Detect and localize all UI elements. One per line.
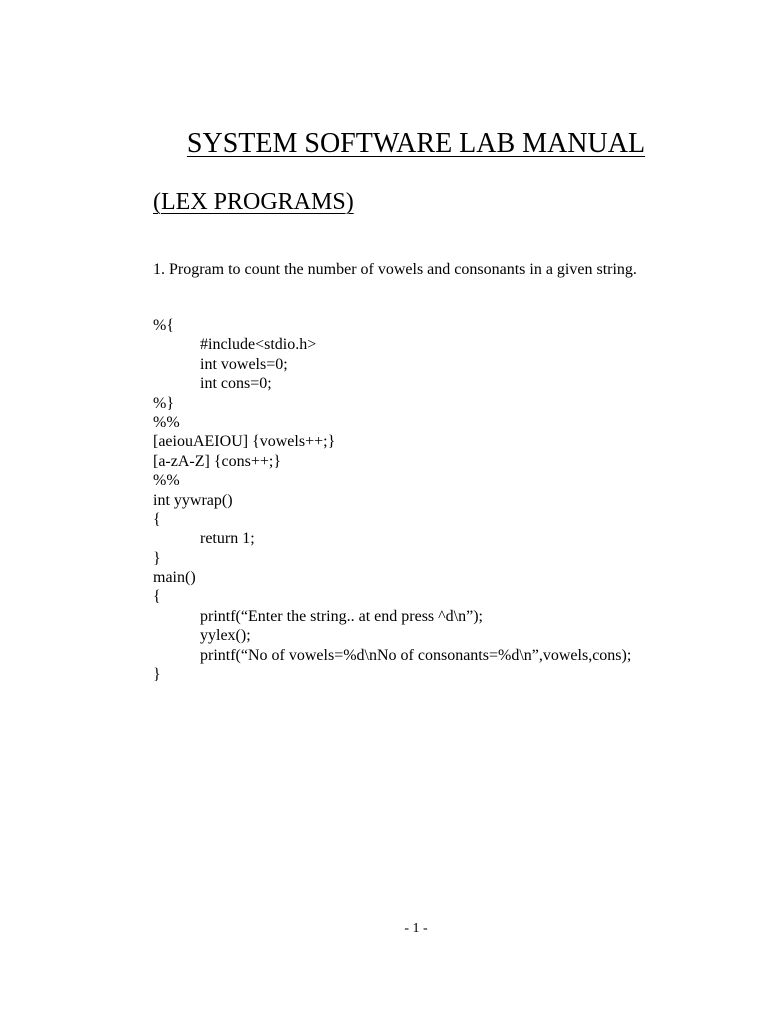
code-line: return 1; [200, 530, 255, 548]
code-line: } [153, 549, 161, 567]
problem-statement: 1. Program to count the number of vowels and consonants in a given string. [153, 261, 637, 278]
code-line: %% [153, 472, 180, 490]
page-title: SYSTEM SOFTWARE LAB MANUAL [186, 128, 646, 159]
code-line: { [153, 588, 161, 606]
code-line: printf(“Enter the string.. at end press ^d\n”); [200, 607, 483, 625]
code-line: %{ [153, 317, 175, 334]
code-line: int yywrap() [153, 491, 233, 509]
code-line: int cons=0; [200, 375, 272, 393]
code-line: } [153, 666, 161, 684]
code-line: [a-zA-Z] {cons++;} [153, 452, 282, 470]
code-line: int vowels=0; [200, 355, 288, 373]
code-line: #include<stdio.h> [200, 336, 317, 354]
code-line: %% [153, 413, 180, 431]
code-line: yylex(); [200, 627, 251, 645]
section-subtitle: (LEX PROGRAMS) [153, 189, 354, 215]
code-listing [153, 316, 631, 684]
code-line: %} [153, 394, 175, 412]
code-line: printf(“No of vowels=%d\nNo of consonants=%d\n”,vowels,cons); [200, 646, 632, 664]
code-line: [aeiouAEIOU] {vowels++;} [153, 433, 336, 451]
page-number: - 1 - [404, 921, 428, 936]
code-line: main() [153, 569, 196, 587]
code-line: { [153, 510, 161, 528]
